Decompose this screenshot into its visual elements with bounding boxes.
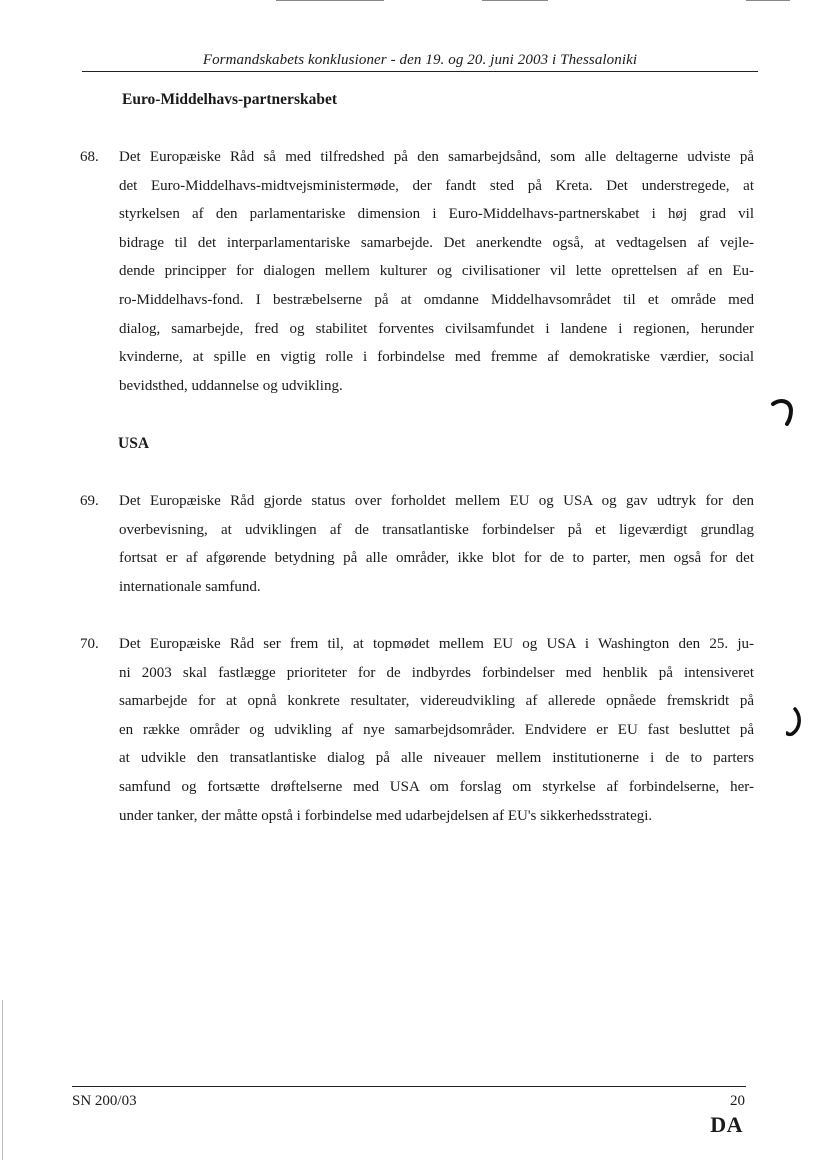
paragraph-line: at udvikle den transatlantiske dialog på alle niveauer mellem institutionerne i de to parters — [119, 750, 754, 767]
paragraph-line: samarbejde for at opnå konkrete resultater, videreudvikling af allerede opnåede fremskridt på — [119, 693, 754, 710]
paragraph-line: Det Europæiske Råd gjorde status over forholdet mellem EU og USA og gav udtryk for den — [119, 493, 754, 509]
paragraph-body — [119, 630, 754, 830]
paragraph-line: det Euro-Middelhavs-midtvejsministermøde, der fandt sted på Kreta. Det understregede, at — [119, 177, 754, 194]
paragraph-line: dialog, samarbejde, fred og stabilitet forventes civilsamfundet i landene i regionen, herunder — [119, 320, 754, 337]
punch-hole-mark — [786, 706, 806, 738]
document-reference: SN 200/03 — [72, 1093, 137, 1109]
paragraph-line: Det Europæiske Råd ser frem til, at topmødet mellem EU og USA i Washington den 25. ju- — [119, 636, 754, 652]
paragraph-line: bidrage til det interparlamentariske samarbejde. Det anerkendte også, at vedtagelsen af vejle- — [119, 234, 754, 251]
paragraph-line: overbevisning, at udviklingen af de transatlantiske forbindelser på et ligeværdigt grundlag — [119, 521, 754, 538]
paragraph-line: samfund og fortsætte drøftelserne med USA om forslag om styrkelse af forbindelserne, her- — [119, 778, 754, 795]
scan-edge — [2, 1000, 3, 1160]
page-number: 20 — [730, 1093, 745, 1109]
section-heading-euromed: Euro-Middelhavs-partnerskabet — [122, 91, 338, 108]
paragraph-number: 68. — [80, 149, 99, 165]
paragraph-line: Det Europæiske Råd så med tilfredshed på den samarbejdsånd, som alle deltagerne udviste på — [119, 149, 754, 165]
footer-rule — [72, 1086, 746, 1087]
paragraph-line: dende principper for dialogen mellem kulturer og civilisationer vil lette oprettelsen af en Eu- — [119, 263, 754, 280]
paragraph-number: 70. — [80, 636, 99, 652]
running-header: Formandskabets konklusioner - den 19. og 20. juni 2003 i Thessaloniki — [202, 52, 638, 68]
paragraph-line: kvinderne, at spille en vigtig rolle i forbindelse med fremme af demokratiske værdier, social — [119, 349, 754, 366]
paragraph-line: fortsat er af afgørende betydning på alle områder, ikke blot for de to parter, men også for det — [119, 550, 754, 567]
paragraph-line: internationale samfund. — [119, 578, 261, 595]
scan-artifact — [482, 0, 548, 1]
paragraph-body — [119, 487, 754, 601]
scan-artifact — [746, 0, 790, 1]
paragraph-number: 69. — [80, 493, 99, 509]
paragraph-line: ni 2003 skal fastlægge prioriteter for de indbyrdes forbindelser med henblik på intensiveret — [119, 664, 754, 681]
section-heading-usa: USA — [118, 435, 150, 452]
scan-artifact — [276, 0, 384, 1]
paragraph-line: en række områder og udvikling af nye samarbejdsområder. Endvidere er EU fast besluttet på — [119, 721, 754, 738]
paragraph-line: styrkelsen af den parlamentariske dimension i Euro-Middelhavs-partnerskabet i høj grad vil — [119, 206, 754, 223]
header-rule — [82, 71, 758, 72]
punch-hole-mark — [770, 398, 796, 426]
language-code: DA — [710, 1112, 743, 1137]
paragraph-line: ro-Middelhavs-fond. I bestræbelserne på at omdanne Middelhavsområdet til et område med — [119, 291, 754, 308]
paragraph-line: bevidsthed, uddannelse og udvikling. — [119, 377, 343, 394]
paragraph-body — [119, 143, 754, 400]
paragraph-line: under tanker, der måtte opstå i forbindelse med udarbejdelsen af EU's sikkerhedsstrategi. — [119, 807, 653, 824]
